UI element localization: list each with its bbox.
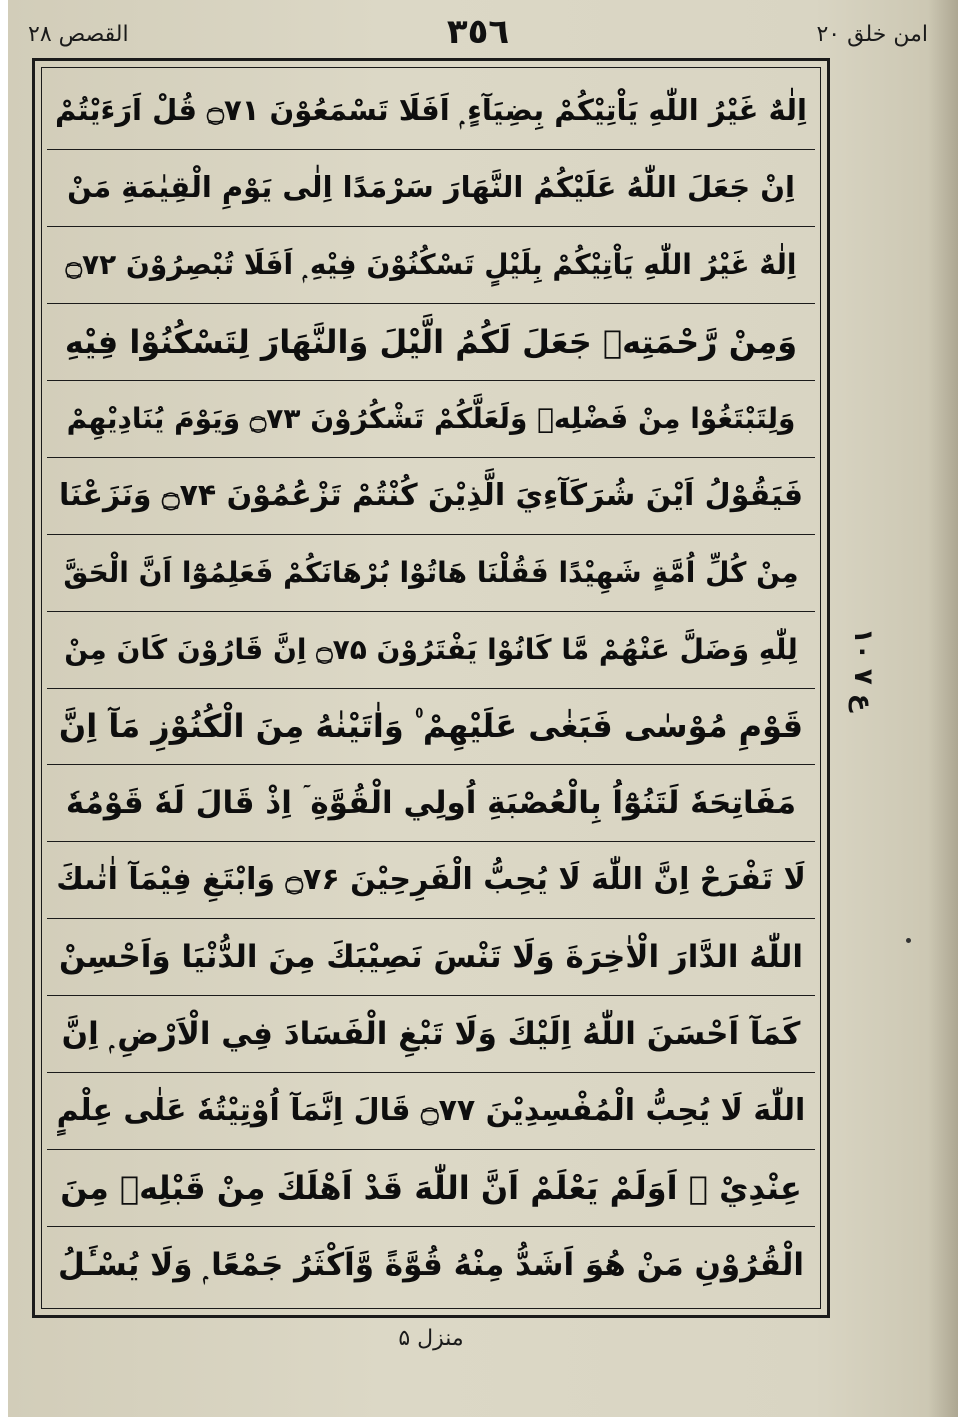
verse-line [47,612,815,689]
manzil-footer: منزل ۵ [398,1326,464,1351]
verse-line-text: اللّٰهَ لَا يُحِبُّ الْمُفْسِدِيْنَ ۝۷۷ قَالَ اِنَّمَآ اُوْتِيْتُهٗ عَلٰى عِلْمٍ [56,1093,806,1129]
verse-line [47,458,815,535]
verse-line [47,919,815,996]
juz-name-label: امن خلق ۲۰ [816,22,928,47]
verse-line-text: وَمِنْ رَّحْمَتِهٖ جَعَلَ لَكُمُ الَّيْلَ وَالنَّهَارَ لِتَسْكُنُوْا فِيْهِ [64,322,798,361]
verse-line-text: وَلِتَبْتَغُوْا مِنْ فَضْلِهٖ وَلَعَلَّكُمْ تَشْكُرُوْنَ ۝۷۳ وَيَوْمَ يُنَادِيْهِمْ [66,401,796,435]
verse-line [47,150,815,227]
verse-line [47,1227,815,1303]
verse-line [47,227,815,304]
verse-line [47,765,815,842]
verse-line-text: مَفَاتِحَهٗ لَتَنُوْٓاُ بِالْعُصْبَةِ اُولِي الْقُوَّةِ ۤ اِذْ قَالَ لَهٗ قَوْمُهٗ [65,784,797,821]
verse-line-text: اِلٰهٌ غَيْرُ اللّٰهِ يَاْتِيْكُمْ بِلَيْلٍ تَسْكُنُوْنَ فِيْهِ ۭ اَفَلَا تُبْصِرُوْنَ ۝۷۲ [65,247,797,281]
verse-line-text: اِلٰهٌ غَيْرُ اللّٰهِ يَاْتِيْكُمْ بِضِيَآءٍ ۭ اَفَلَا تَسْمَعُوْنَ ۝۷۱ قُلْ اَرَءَيْتُمْ [55,93,807,128]
verse-line [47,304,815,381]
verse-line [47,381,815,458]
verse-line-text: كَمَآ اَحْسَنَ اللّٰهُ اِلَيْكَ وَلَا تَبْغِ الْفَسَادَ فِي الْاَرْضِ ۭ اِنَّ [61,1015,801,1052]
verse-lines [47,73,815,1303]
verse-line-text: لِلّٰهِ وَضَلَّ عَنْهُمْ مَّا كَانُوْا يَفْتَرُوْنَ ۝۷۵ اِنَّ قَارُوْنَ كَانَ مِنْ [64,632,798,666]
verse-line-text: عِنْدِيْ ۭ اَوَلَمْ يَعْلَمْ اَنَّ اللّٰهَ قَدْ اَهْلَكَ مِنْ قَبْلِهٖ مِنَ [60,1169,802,1208]
page-number: ٣٥٦ [446,12,510,52]
verse-line-text: فَيَقُوْلُ اَيْنَ شُرَكَآءِيَ الَّذِيْنَ كُنْتُمْ تَزْعُمُوْنَ ۝۷۴ وَنَزَعْنَا [58,477,804,513]
verse-line-text: اِنْ جَعَلَ اللّٰهُ عَلَيْكُمُ النَّهَارَ سَرْمَدًا اِلٰى يَوْمِ الْقِيٰمَةِ مَنْ [67,170,795,205]
verse-line [47,535,815,612]
page-header [28,12,928,58]
verse-line [47,73,815,150]
surah-name-label: القصص ۲۸ [28,22,129,47]
verse-line-text: الْقُرُوْنِ مَنْ هُوَ اَشَدُّ مِنْهُ قُوَّةً وَّاَكْثَرُ جَمْعًا ۭ وَلَا يُسْـَٔلُ [57,1246,805,1283]
verse-line-text: اللّٰهُ الدَّارَ الْاٰخِرَةَ وَلَا تَنْسَ نَصِيْبَكَ مِنَ الدُّنْيَا وَاَحْسِنْ [58,938,804,975]
verse-line-text: قَوْمِ مُوْسٰى فَبَغٰى عَلَيْهِمْ ۠ وَاٰتَيْنٰهُ مِنَ الْكُنُوْزِ مَآ اِنَّ [58,707,804,746]
verse-line [47,689,815,766]
text-frame [32,58,830,1318]
ruku-margin-mark: ع ۷ ۱۰ [848,628,878,712]
page-spine-shadow [928,0,958,1417]
verse-line [47,996,815,1073]
ink-speck [906,938,911,943]
verse-line [47,1073,815,1150]
verse-line-text: مِنْ كُلِّ اُمَّةٍ شَهِيْدًا فَقُلْنَا هَاتُوْا بُرْهَانَكُمْ فَعَلِمُوْٓا اَنَّ الْحَقَّ [63,555,799,589]
verse-line-text: لَا تَفْرَحْ اِنَّ اللّٰهَ لَا يُحِبُّ الْفَرِحِيْنَ ۝۷۶ وَابْتَغِ فِيْمَآ اٰتٰىكَ [56,862,806,898]
verse-line [47,842,815,919]
verse-line [47,1150,815,1227]
